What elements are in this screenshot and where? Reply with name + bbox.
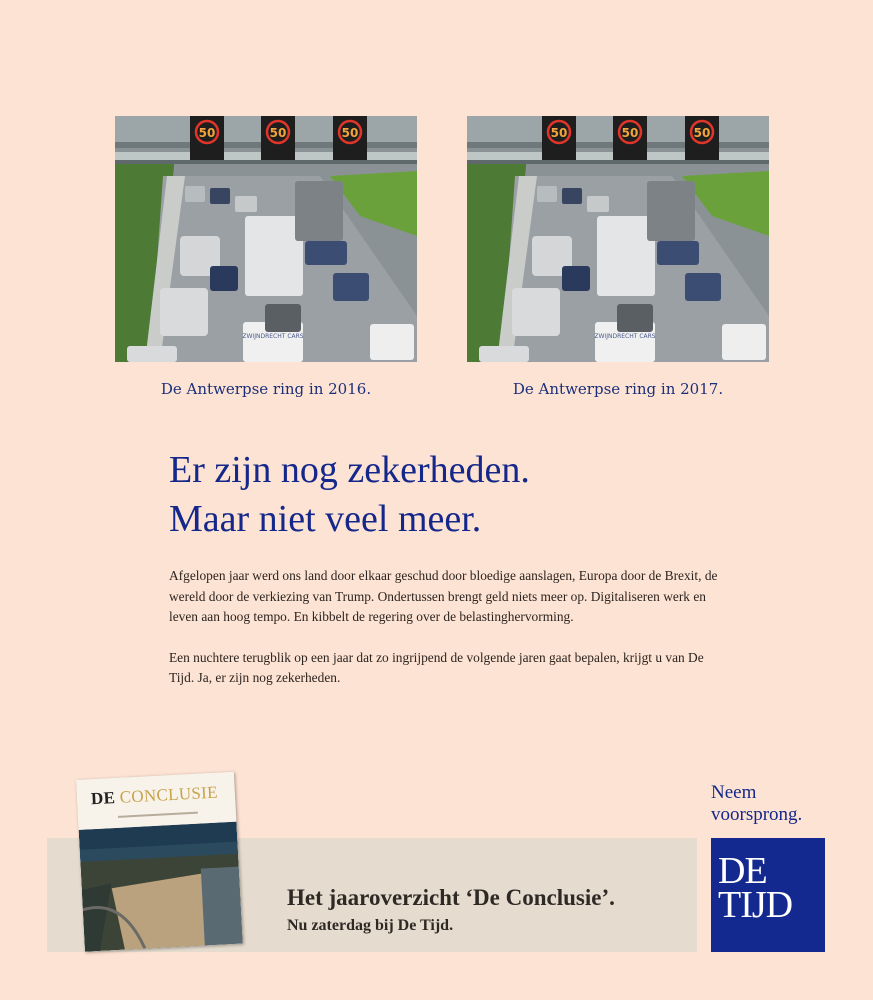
speed-sign-1: 50 [198, 126, 216, 140]
tagline-line-1: Neem [711, 782, 757, 803]
logo-line-2: TIJD [718, 884, 793, 926]
bus-label: ZWIJNDRECHT CARS [242, 333, 304, 340]
headline-line-1: Er zijn nog zekerheden. [169, 449, 530, 491]
traffic-photo-2017-image [467, 116, 769, 362]
promo-subtitle: Nu zaterdag bij De Tijd. [287, 917, 454, 934]
magazine-cover-photo [79, 822, 243, 952]
headline [169, 446, 530, 544]
traffic-photo-2016 [115, 116, 417, 362]
traffic-photo-2016-image [115, 116, 417, 362]
promo-title: Het jaaroverzicht ‘De Conclusie’. [287, 885, 615, 910]
logo-line-1: DE [718, 850, 767, 892]
photo-caption-2016: De Antwerpse ring in 2016. [160, 380, 372, 398]
bus-label: ZWIJNDRECHT CARS [594, 333, 656, 340]
magazine-divider [118, 812, 198, 818]
magazine-title-prefix: DE [90, 787, 121, 809]
speed-sign-2: 50 [269, 126, 287, 140]
traffic-photo-2017 [467, 116, 769, 362]
headline-line-2: Maar niet veel meer. [169, 498, 482, 540]
photo-caption-2017: De Antwerpse ring in 2017. [512, 380, 724, 398]
brand-tagline [711, 782, 802, 826]
speed-sign-3: 50 [341, 126, 359, 140]
tagline-line-2: voorsprong. [711, 804, 803, 825]
speed-sign-2: 50 [621, 126, 639, 140]
magazine-title-main: CONCLUSIE [119, 782, 219, 807]
body-paragraph-1: Afgelopen jaar werd ons land door elkaar geschud door bloedige aanslagen, Europa door de Brexit, de wereld door de verkiezing van Trump. Ondertussen brengt geld niets meer op. Digitaliseren werk en leven aan hoog tempo. En kibbelt de regering over de belastinghervorming. [169, 568, 718, 625]
speed-sign-1: 50 [550, 126, 568, 140]
de-tijd-logo [711, 838, 825, 952]
magazine-cover [76, 772, 243, 952]
magazine-title [91, 783, 219, 810]
speed-sign-3: 50 [693, 126, 711, 140]
body-paragraph-2: Een nuchtere terugblik op een jaar dat zo ingrijpend de volgende jaren gaat bepalen, krijgt u van De Tijd. Ja, er zijn nog zekerheden. [169, 649, 704, 686]
body-copy [169, 566, 729, 709]
